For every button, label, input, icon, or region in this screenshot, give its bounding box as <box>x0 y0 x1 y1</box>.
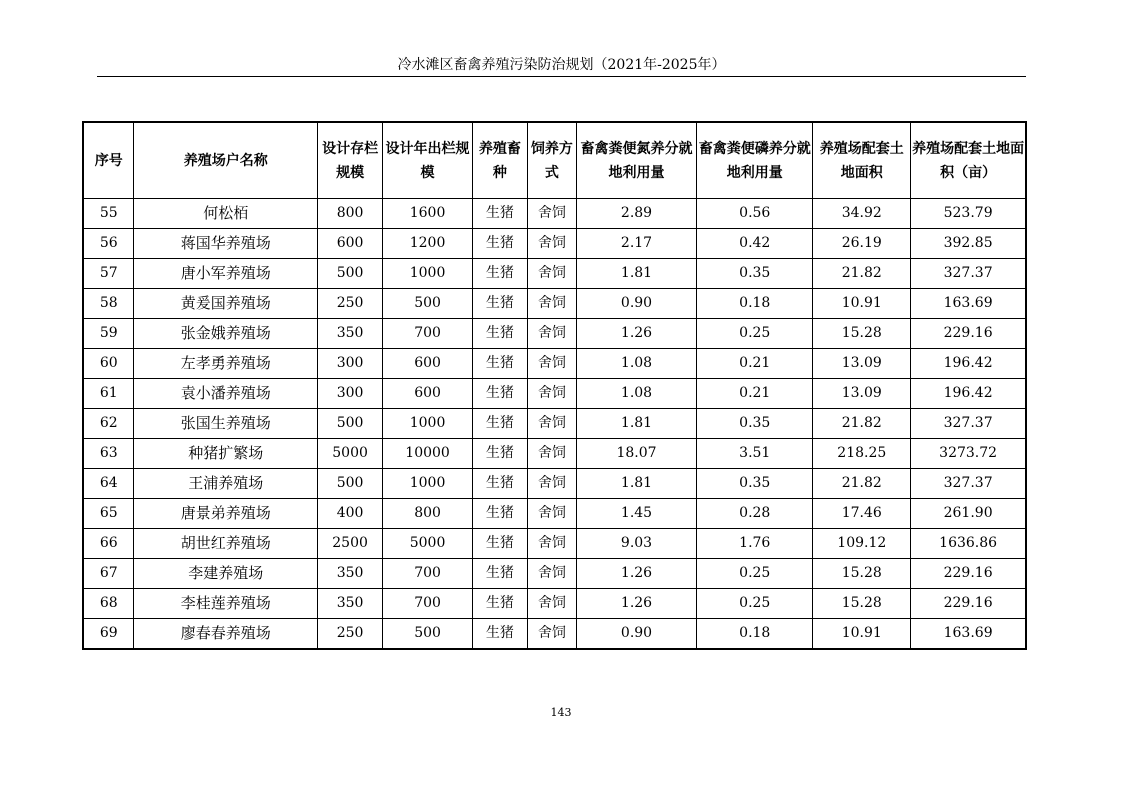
header-design-annual-output: 设计年出栏规模 <box>383 122 473 199</box>
cell-index: 64 <box>83 469 134 499</box>
cell-nitrogen-utilization: 1.26 <box>576 559 696 589</box>
cell-design-stock: 500 <box>317 259 382 289</box>
running-header: 冷水滩区畜禽养殖污染防治规划（2021年-2025年） <box>397 57 726 73</box>
cell-design-stock: 250 <box>317 619 382 650</box>
header-feeding-method: 饲养方式 <box>527 122 576 199</box>
cell-land-area: 15.28 <box>813 589 911 619</box>
cell-phosphorus-utilization: 0.28 <box>697 499 813 529</box>
page-number: 143 <box>550 706 572 719</box>
cell-index: 62 <box>83 409 134 439</box>
cell-phosphorus-utilization: 0.35 <box>697 259 813 289</box>
cell-nitrogen-utilization: 1.26 <box>576 319 696 349</box>
cell-farm-name: 张国生养殖场 <box>134 409 318 439</box>
cell-land-area-mu: 163.69 <box>911 289 1026 319</box>
cell-design-stock: 600 <box>317 229 382 259</box>
cell-index: 61 <box>83 379 134 409</box>
cell-design-annual-output: 1200 <box>383 229 473 259</box>
cell-farm-name: 黄爰国养殖场 <box>134 289 318 319</box>
cell-livestock-type: 生猪 <box>472 259 527 289</box>
cell-livestock-type: 生猪 <box>472 529 527 559</box>
cell-farm-name: 何松栢 <box>134 199 318 229</box>
cell-land-area-mu: 523.79 <box>911 199 1026 229</box>
table-body <box>83 199 1026 650</box>
cell-land-area: 21.82 <box>813 259 911 289</box>
cell-nitrogen-utilization: 2.89 <box>576 199 696 229</box>
cell-design-annual-output: 1600 <box>383 199 473 229</box>
cell-livestock-type: 生猪 <box>472 619 527 650</box>
cell-livestock-type: 生猪 <box>472 589 527 619</box>
cell-design-stock: 2500 <box>317 529 382 559</box>
cell-land-area: 34.92 <box>813 199 911 229</box>
table-header-row <box>83 122 1026 199</box>
header-land-area-mu: 养殖场配套土地面积（亩） <box>911 122 1026 199</box>
cell-livestock-type: 生猪 <box>472 379 527 409</box>
cell-land-area-mu: 392.85 <box>911 229 1026 259</box>
cell-land-area: 15.28 <box>813 319 911 349</box>
table-row <box>83 559 1026 589</box>
cell-livestock-type: 生猪 <box>472 409 527 439</box>
cell-land-area: 17.46 <box>813 499 911 529</box>
cell-design-stock: 350 <box>317 559 382 589</box>
cell-land-area-mu: 1636.86 <box>911 529 1026 559</box>
cell-design-annual-output: 700 <box>383 589 473 619</box>
cell-farm-name: 李建养殖场 <box>134 559 318 589</box>
cell-farm-name: 唐景弟养殖场 <box>134 499 318 529</box>
header-design-stock: 设计存栏规模 <box>317 122 382 199</box>
cell-land-area: 218.25 <box>813 439 911 469</box>
table-row <box>83 529 1026 559</box>
cell-nitrogen-utilization: 1.26 <box>576 589 696 619</box>
cell-design-annual-output: 500 <box>383 289 473 319</box>
table-row <box>83 259 1026 289</box>
cell-feeding-method: 舍饲 <box>527 349 576 379</box>
table-row <box>83 469 1026 499</box>
cell-farm-name: 李桂莲养殖场 <box>134 589 318 619</box>
cell-livestock-type: 生猪 <box>472 439 527 469</box>
header-land-area: 养殖场配套土地面积 <box>813 122 911 199</box>
cell-phosphorus-utilization: 0.21 <box>697 379 813 409</box>
cell-livestock-type: 生猪 <box>472 469 527 499</box>
cell-index: 60 <box>83 349 134 379</box>
cell-livestock-type: 生猪 <box>472 559 527 589</box>
cell-land-area-mu: 163.69 <box>911 619 1026 650</box>
cell-land-area-mu: 3273.72 <box>911 439 1026 469</box>
cell-farm-name: 左孝勇养殖场 <box>134 349 318 379</box>
cell-feeding-method: 舍饲 <box>527 529 576 559</box>
table-row <box>83 409 1026 439</box>
cell-livestock-type: 生猪 <box>472 349 527 379</box>
cell-land-area: 13.09 <box>813 349 911 379</box>
table-row <box>83 289 1026 319</box>
cell-land-area-mu: 229.16 <box>911 559 1026 589</box>
cell-farm-name: 袁小潘养殖场 <box>134 379 318 409</box>
cell-farm-name: 张金娥养殖场 <box>134 319 318 349</box>
cell-index: 58 <box>83 289 134 319</box>
cell-farm-name: 王浦养殖场 <box>134 469 318 499</box>
cell-design-annual-output: 700 <box>383 559 473 589</box>
cell-land-area-mu: 327.37 <box>911 469 1026 499</box>
cell-nitrogen-utilization: 0.90 <box>576 619 696 650</box>
cell-feeding-method: 舍饲 <box>527 319 576 349</box>
cell-farm-name: 廖春春养殖场 <box>134 619 318 650</box>
cell-nitrogen-utilization: 1.81 <box>576 469 696 499</box>
header-nitrogen-utilization: 畜禽粪便氮养分就地利用量 <box>576 122 696 199</box>
cell-design-stock: 400 <box>317 499 382 529</box>
cell-land-area-mu: 327.37 <box>911 409 1026 439</box>
cell-land-area-mu: 196.42 <box>911 379 1026 409</box>
cell-nitrogen-utilization: 0.90 <box>576 289 696 319</box>
cell-design-annual-output: 700 <box>383 319 473 349</box>
cell-feeding-method: 舍饲 <box>527 469 576 499</box>
cell-phosphorus-utilization: 0.25 <box>697 559 813 589</box>
table-row <box>83 589 1026 619</box>
cell-design-stock: 500 <box>317 409 382 439</box>
cell-nitrogen-utilization: 1.45 <box>576 499 696 529</box>
cell-farm-name: 胡世红养殖场 <box>134 529 318 559</box>
cell-nitrogen-utilization: 2.17 <box>576 229 696 259</box>
cell-farm-name: 唐小军养殖场 <box>134 259 318 289</box>
header-phosphorus-utilization: 畜禽粪便磷养分就地利用量 <box>697 122 813 199</box>
cell-nitrogen-utilization: 1.08 <box>576 379 696 409</box>
cell-design-annual-output: 800 <box>383 499 473 529</box>
cell-index: 67 <box>83 559 134 589</box>
cell-design-annual-output: 600 <box>383 349 473 379</box>
header-index: 序号 <box>83 122 134 199</box>
cell-livestock-type: 生猪 <box>472 229 527 259</box>
cell-livestock-type: 生猪 <box>472 199 527 229</box>
cell-land-area-mu: 196.42 <box>911 349 1026 379</box>
table-row <box>83 619 1026 650</box>
table-row <box>83 319 1026 349</box>
cell-design-stock: 5000 <box>317 439 382 469</box>
cell-phosphorus-utilization: 0.25 <box>697 589 813 619</box>
cell-feeding-method: 舍饲 <box>527 619 576 650</box>
cell-nitrogen-utilization: 18.07 <box>576 439 696 469</box>
cell-index: 69 <box>83 619 134 650</box>
cell-design-annual-output: 1000 <box>383 469 473 499</box>
cell-design-stock: 250 <box>317 289 382 319</box>
cell-livestock-type: 生猪 <box>472 289 527 319</box>
cell-feeding-method: 舍饲 <box>527 589 576 619</box>
table-row <box>83 439 1026 469</box>
cell-phosphorus-utilization: 0.35 <box>697 409 813 439</box>
cell-land-area: 21.82 <box>813 409 911 439</box>
cell-feeding-method: 舍饲 <box>527 289 576 319</box>
cell-land-area: 21.82 <box>813 469 911 499</box>
table-row <box>83 349 1026 379</box>
cell-phosphorus-utilization: 0.42 <box>697 229 813 259</box>
cell-land-area-mu: 261.90 <box>911 499 1026 529</box>
cell-land-area-mu: 229.16 <box>911 319 1026 349</box>
cell-index: 68 <box>83 589 134 619</box>
cell-design-stock: 300 <box>317 379 382 409</box>
cell-index: 57 <box>83 259 134 289</box>
livestock-farm-table <box>82 121 1027 650</box>
cell-phosphorus-utilization: 3.51 <box>697 439 813 469</box>
cell-phosphorus-utilization: 0.18 <box>697 619 813 650</box>
cell-design-stock: 300 <box>317 349 382 379</box>
cell-design-annual-output: 1000 <box>383 259 473 289</box>
cell-index: 56 <box>83 229 134 259</box>
cell-phosphorus-utilization: 0.56 <box>697 199 813 229</box>
cell-index: 55 <box>83 199 134 229</box>
cell-farm-name: 种猪扩繁场 <box>134 439 318 469</box>
cell-index: 59 <box>83 319 134 349</box>
cell-land-area-mu: 327.37 <box>911 259 1026 289</box>
cell-design-annual-output: 5000 <box>383 529 473 559</box>
header-divider <box>97 76 1026 77</box>
header-livestock-type: 养殖畜种 <box>472 122 527 199</box>
cell-phosphorus-utilization: 0.25 <box>697 319 813 349</box>
cell-nitrogen-utilization: 1.08 <box>576 349 696 379</box>
cell-feeding-method: 舍饲 <box>527 259 576 289</box>
cell-livestock-type: 生猪 <box>472 319 527 349</box>
cell-land-area: 13.09 <box>813 379 911 409</box>
cell-design-stock: 500 <box>317 469 382 499</box>
cell-land-area-mu: 229.16 <box>911 589 1026 619</box>
cell-feeding-method: 舍饲 <box>527 559 576 589</box>
cell-livestock-type: 生猪 <box>472 499 527 529</box>
cell-feeding-method: 舍饲 <box>527 499 576 529</box>
cell-feeding-method: 舍饲 <box>527 439 576 469</box>
cell-phosphorus-utilization: 1.76 <box>697 529 813 559</box>
cell-phosphorus-utilization: 0.18 <box>697 289 813 319</box>
cell-design-annual-output: 10000 <box>383 439 473 469</box>
table-row <box>83 379 1026 409</box>
cell-design-annual-output: 600 <box>383 379 473 409</box>
cell-phosphorus-utilization: 0.35 <box>697 469 813 499</box>
cell-land-area: 109.12 <box>813 529 911 559</box>
cell-index: 65 <box>83 499 134 529</box>
cell-design-stock: 800 <box>317 199 382 229</box>
cell-design-stock: 350 <box>317 589 382 619</box>
cell-index: 63 <box>83 439 134 469</box>
cell-nitrogen-utilization: 9.03 <box>576 529 696 559</box>
cell-land-area: 10.91 <box>813 289 911 319</box>
cell-land-area: 26.19 <box>813 229 911 259</box>
cell-nitrogen-utilization: 1.81 <box>576 259 696 289</box>
cell-feeding-method: 舍饲 <box>527 199 576 229</box>
cell-feeding-method: 舍饲 <box>527 409 576 439</box>
cell-index: 66 <box>83 529 134 559</box>
cell-farm-name: 蒋国华养殖场 <box>134 229 318 259</box>
header-farm-name: 养殖场户名称 <box>134 122 318 199</box>
cell-land-area: 10.91 <box>813 619 911 650</box>
cell-phosphorus-utilization: 0.21 <box>697 349 813 379</box>
cell-feeding-method: 舍饲 <box>527 229 576 259</box>
cell-land-area: 15.28 <box>813 559 911 589</box>
table-row <box>83 229 1026 259</box>
cell-design-stock: 350 <box>317 319 382 349</box>
cell-design-annual-output: 1000 <box>383 409 473 439</box>
cell-design-annual-output: 500 <box>383 619 473 650</box>
cell-nitrogen-utilization: 1.81 <box>576 409 696 439</box>
cell-feeding-method: 舍饲 <box>527 379 576 409</box>
table-row <box>83 199 1026 229</box>
table-row <box>83 499 1026 529</box>
